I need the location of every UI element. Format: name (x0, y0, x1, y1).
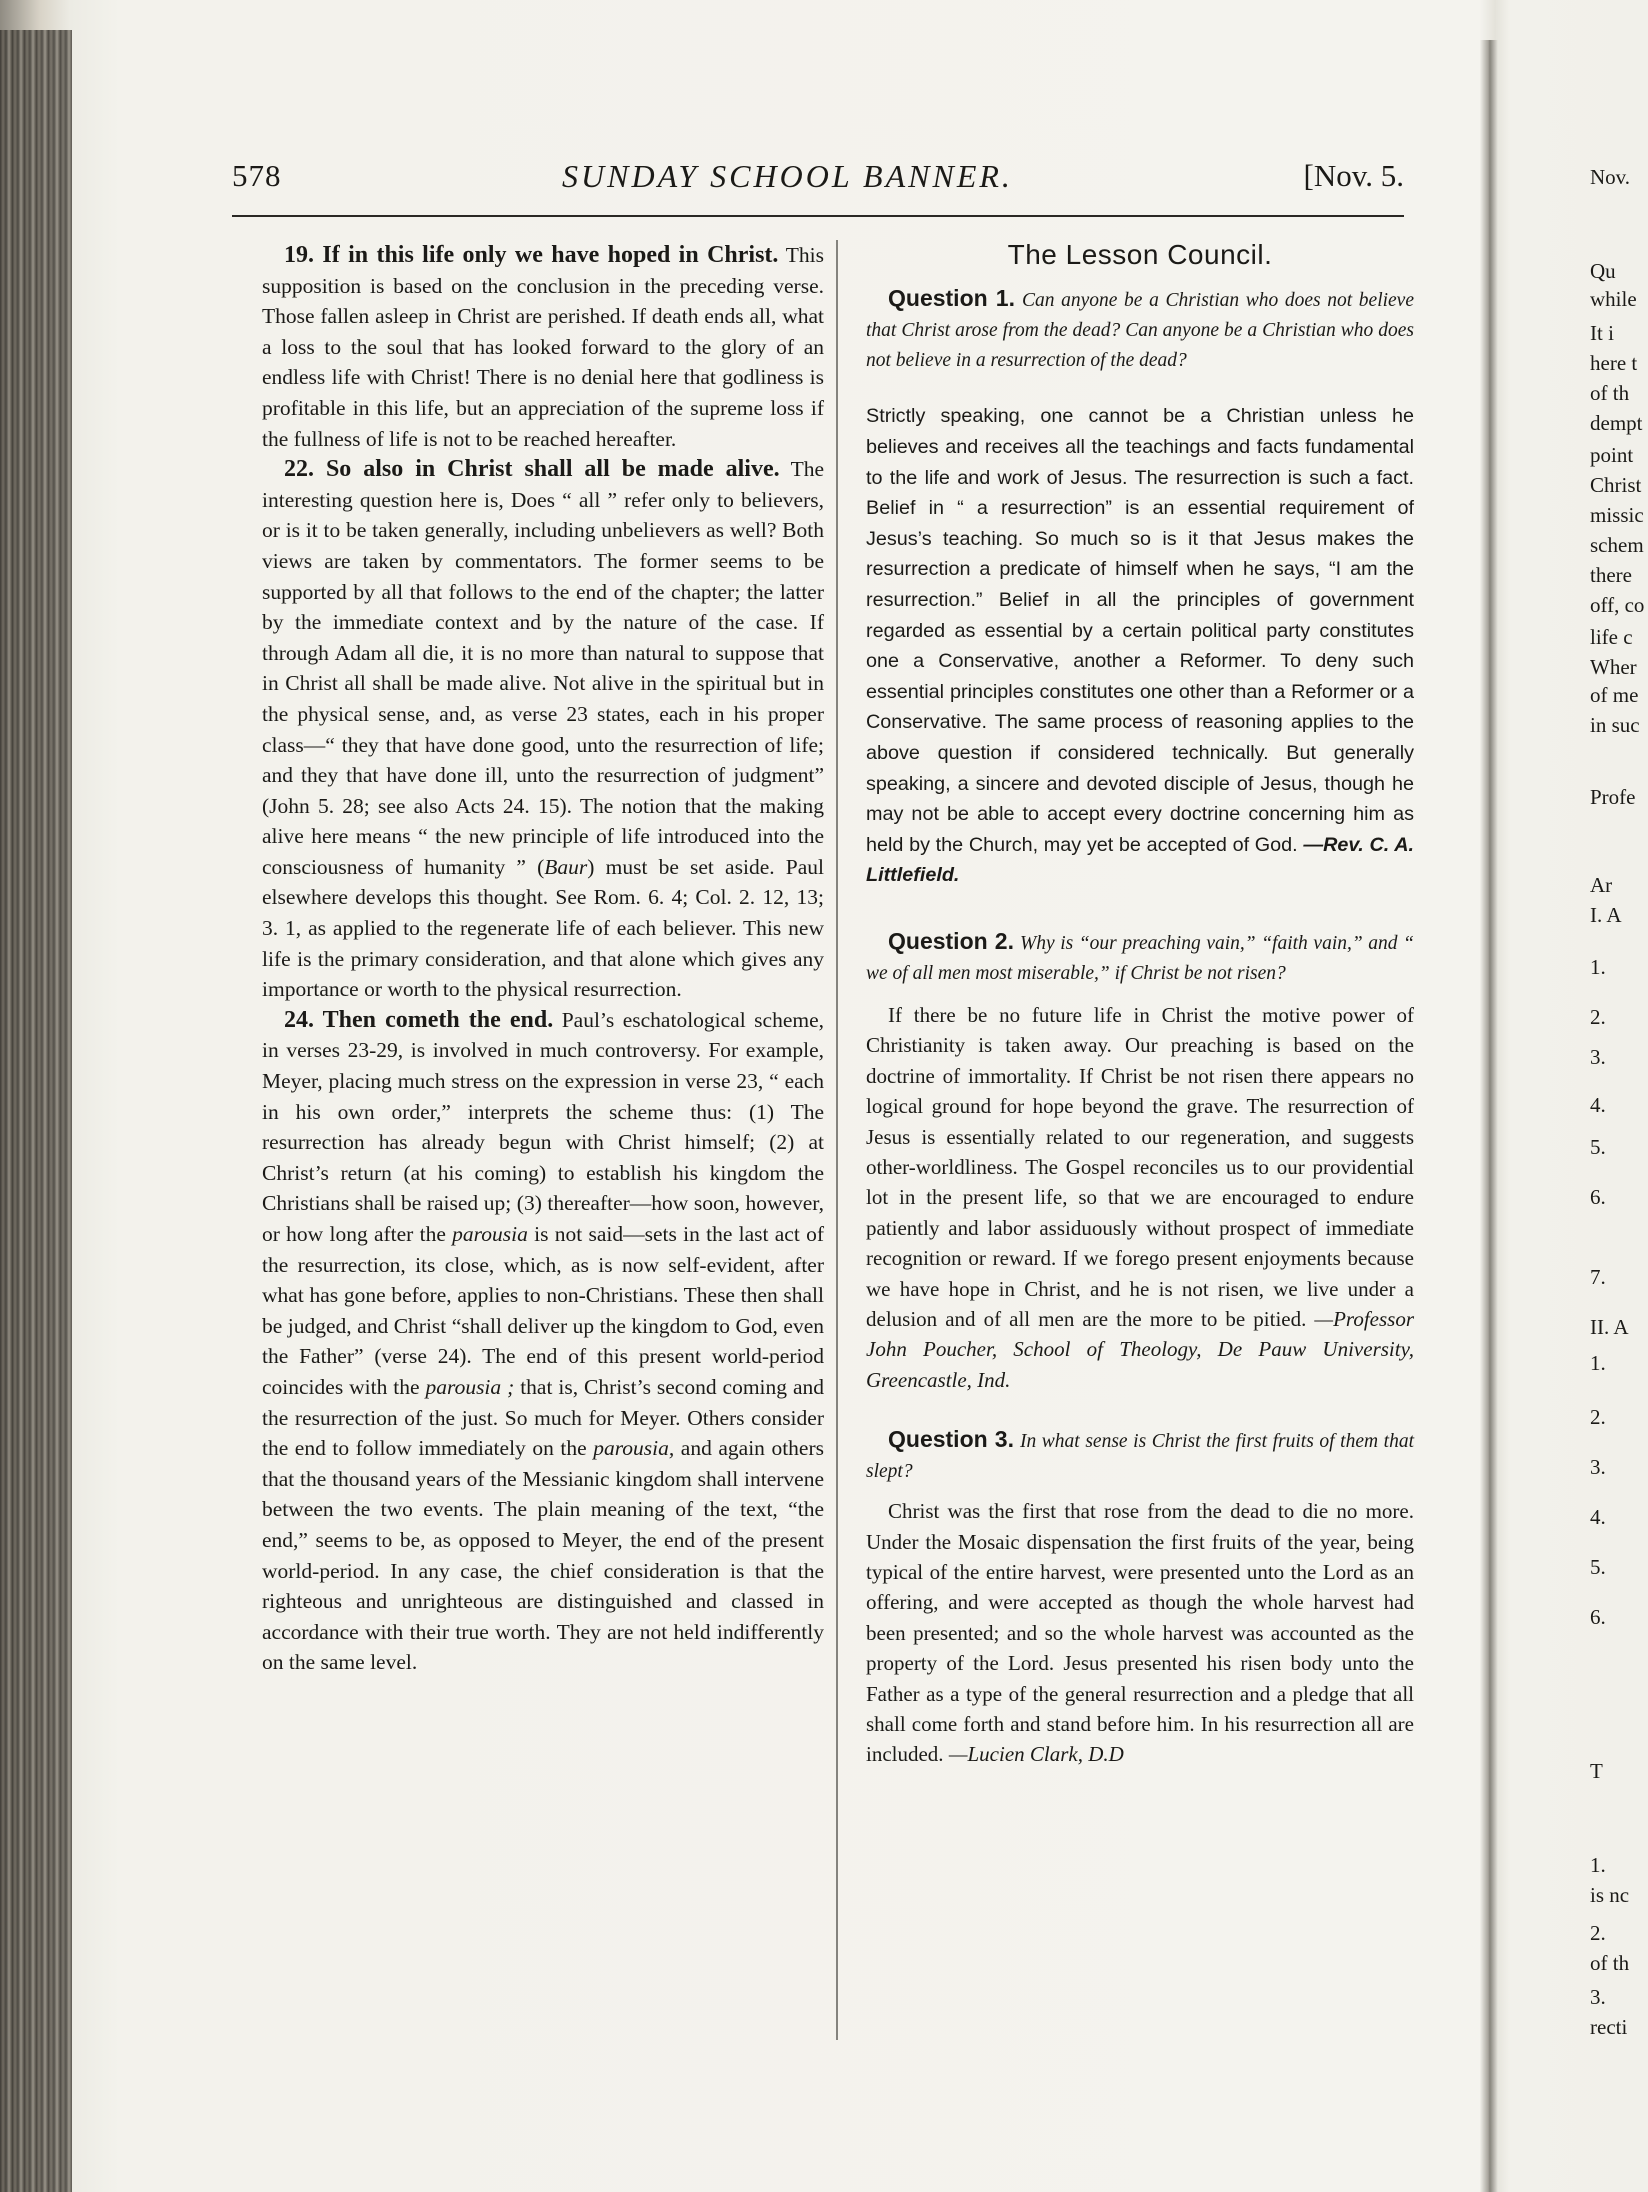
verse-24-heading: 24. Then cometh the end. (284, 1006, 554, 1033)
header-rule (232, 215, 1404, 217)
facing-page-fragment: 3. (1590, 1455, 1606, 1479)
answer-2-text: If there be no future life in Christ the motive power of Christianity is taken away. Our preaching is based on the doctrine of immortality. If Christ be not risen there appears no logical ground for hope beyond the grave. The resurrection of Jesus is essentially related to our regeneration, and suggests other-worldliness. The Gospel reconciles us to our providential lot in the present life, so that we are encouraged to endure patiently and labor assiduously without prospect of immediate recognition or reward. If we forego present enjoyments because we have hope in Christ, and he is not risen, we live under a delusion and of all men are the more to be pitied. (866, 1002, 1414, 1331)
parousia-term: parousia, (593, 1436, 675, 1461)
facing-page-fragment: Christ (1590, 473, 1642, 497)
facing-page-fragment: recti (1590, 2015, 1628, 2039)
verse-24-text-3: that is, Christ’s second coming and the resurrection of the just. So much for Meyer. Others consider the end to follow immediately on the (262, 1374, 824, 1461)
baur-citation: Baur (544, 854, 588, 879)
verse-24-text-4: and again others that the thousand years of the Messianic kingdom shall intervene between the two events. The plain meaning of the text, “the end,” seems to be, as opposed to Meyer, the end of the present world-period. In any case, the chief consideration is that the righteous and unrighteous are distinguished and classed in accordance with their true worth. They are not held indifferently on the same level. (262, 1436, 824, 1675)
facing-page-fragment: of th (1590, 1951, 1630, 1975)
facing-page-fragment: Nov. (1590, 165, 1631, 189)
facing-page-fragment: 1. (1590, 955, 1606, 979)
question-1-text: Can anyone be a Christian who does not believe that Christ arose from the dead? Can anyone be a Christian who does not believe in a resurrection of the dead? (866, 290, 1414, 372)
question-3 (866, 1425, 1414, 1486)
verse-22-text-1: The interesting question here is, Does “ all ” refer only to believers, or is it to be taken generally, including unbelievers as well? Both views are taken by commentators. The former seems to be supported by all that follows to the end of the chapter; the latter by the immediate context and by the nature of the case. If through Adam all die, it is no more than natural to suppose that in Christ all shall be made alive. Not alive in the spiritual but in the physical sense, and, as verse 23 states, each in his proper class—“ they that have done good, unto the resurrection of life; and they that have done ill, unto the resurrection of judgment” (John 5. 28; see also Acts 24. 15). The notion that the making alive here means “ the new principle of life introduced into the consciousness of humanity ” ( (262, 457, 824, 879)
verse-22-heading: 22. So also in Christ shall all be made alive. (284, 456, 780, 483)
verse-19-text: This supposition is based on the conclusion in the preceding verse. Those fallen asleep in Christ are perished. If death ends all, what a loss to the soul that has looked forward to the glory of an endless life with Christ! There is no denial here that godliness is profitable in this life, but an appreciation of the supreme loss if the fullness of life is not to be reached hereafter. (262, 243, 824, 451)
facing-page-fragment: I. A (1590, 903, 1622, 927)
facing-page-fragment: is nc (1590, 1883, 1630, 1907)
facing-page-fragment: while (1590, 287, 1637, 311)
answer-3-signature: —Lucien Clark, D.D (948, 1742, 1124, 1767)
verse-24-note (262, 1005, 824, 1678)
facing-page-fragment: Profe (1590, 785, 1636, 809)
facing-page-fragment: II. A (1590, 1315, 1629, 1339)
question-3-label: Question 3. (888, 1426, 1014, 1453)
running-head (232, 158, 1404, 198)
facing-page-fragment: 2. (1590, 1405, 1606, 1429)
facing-page-fragment: in suc (1590, 713, 1640, 737)
facing-page-fragment: here t (1590, 351, 1638, 375)
facing-page-fragment: missic (1590, 503, 1644, 527)
facing-page-fragment: there (1590, 563, 1632, 587)
question-1-label: Question 1. (888, 285, 1015, 312)
left-column (262, 240, 824, 1678)
facing-page-fragment: of th (1590, 381, 1630, 405)
facing-page-fragment: 6. (1590, 1605, 1606, 1629)
facing-page-fragment: Ar (1590, 873, 1613, 897)
facing-page-fragment: of me (1590, 683, 1639, 707)
answer-1 (866, 401, 1414, 891)
facing-page-fragment: schem (1590, 533, 1644, 557)
facing-page-fragment: 2. (1590, 1921, 1606, 1945)
verse-19-note (262, 240, 824, 454)
facing-page-fragment: 3. (1590, 1045, 1606, 1069)
question-2-text: Why is “our preaching vain,” “faith vain,” and “ we of all men most miserable,” if Christ be not risen? (866, 932, 1415, 984)
verse-24-text-1: Paul’s eschatological scheme, in verses 23-29, is involved in much controversy. For example, Meyer, placing much stress on the expression in verse 23, “ each in his own order,” interprets the scheme thus: (1) The resurrection has already begun with Christ himself; (2) at Christ’s return (at his coming) to establish his kingdom the Christians shall be raised up; (3) thereafter—how soon, however, or how long after the (262, 1007, 824, 1246)
facing-page-fragment: 1. (1590, 1351, 1606, 1375)
question-1 (866, 284, 1414, 375)
section-title: The Lesson Council. (1007, 239, 1273, 270)
running-title: SUNDAY SCHOOL BANNER. (562, 158, 1013, 194)
facing-page-fragment: point (1590, 443, 1634, 467)
next-page-edge (1580, 150, 1648, 2150)
answer-2-signature: —Professor John Poucher, School of Theology, De Pauw University, Greencastle, Ind. (866, 1306, 1414, 1392)
facing-page-fragment: dempt (1590, 411, 1643, 435)
facing-page-fragment: 5. (1590, 1135, 1606, 1159)
facing-page-fragment: 5. (1590, 1555, 1606, 1579)
parousia-term: parousia ; (425, 1374, 515, 1399)
verse-22-text-2: ) must be set aside. Paul elsewhere develops this thought. See Rom. 6. 4; Col. 2. 12, 13; 3. 1, as applied to the regenerate life of each believer. This new life is the primary consideration, and that alone which gives any importance or worth to the physical resurrection. (262, 854, 824, 1002)
book-spine (0, 30, 72, 2192)
question-2-label: Question 2. (888, 927, 1014, 954)
answer-2 (866, 1000, 1414, 1395)
question-2 (866, 927, 1414, 988)
facing-page-fragment: 4. (1590, 1505, 1606, 1529)
answer-3 (866, 1496, 1414, 1770)
facing-page-fragment: It i (1590, 321, 1614, 345)
facing-page-fragment: 6. (1590, 1185, 1606, 1209)
answer-3-text: Christ was the first that rose from the dead to die no more. Under the Mosaic dispensation the first fruits of the year, being typical of the entire harvest, were presented unto the Lord as an offering, and were accepted as though the whole harvest had been presented; and so the whole harvest was accounted as the property of the Lord. Jesus presented his risen body unto the Father as a type of the general resurrection and a pledge that all shall come forth and stand before him. In his resurrection all are included. (866, 1499, 1414, 1767)
facing-page-fragment: 4. (1590, 1093, 1606, 1117)
question-3-text: In what sense is Christ the first fruits of them that slept? (866, 1431, 1414, 1483)
verse-19-heading: 19. If in this life only we have hoped in Christ. (284, 242, 779, 268)
facing-page-fragment: off, co (1590, 593, 1645, 617)
facing-page-fragment: 7. (1590, 1265, 1606, 1289)
verse-22-note (262, 454, 824, 1005)
column-rule (836, 240, 838, 2040)
issue-date: [Nov. 5. (1303, 158, 1404, 193)
facing-page-fragment: 2. (1590, 1005, 1606, 1029)
right-column (866, 240, 1414, 1770)
facing-page-fragment: 3. (1590, 1985, 1606, 2009)
verse-24-text-2: is not said—sets in the last act of the resurrection, its close, which, as is now self-evident, after what has gone before, applies to non-Christians. These then shall be judged, and Christ “shall deliver up the kingdom to God, even the Father” (verse 24). The end of this present world-period coincides with the (262, 1222, 824, 1399)
facing-page-fragment: Qu (1590, 259, 1616, 283)
facing-page-fragment: Wher (1590, 655, 1637, 679)
facing-page-fragment: 1. (1590, 1853, 1606, 1877)
facing-page-fragment: T (1590, 1759, 1603, 1783)
page-gutter (1480, 40, 1498, 2192)
page-number: 578 (232, 158, 282, 193)
answer-1-text: Strictly speaking, one cannot be a Christian unless he believes and receives all the teachings and facts fundamental to the life and work of Jesus. The resurrection is such a fact. Belief in “ a resurrection” is an essential requirement of Jesus’s teaching. So much so is it that Jesus makes the resurrection a predicate of himself when he says, “I am the resurrection.” Belief in all the principles of government regarded as essential by a certain political party constitutes one a Conservative, another a Reformer. To deny such essential principles constitutes one other than a Reformer or a Conservative. The same process of reasoning applies to the above question if considered technically. But generally speaking, a sincere and devoted disciple of Jesus, though he may not be able to accept every doctrine concerning him as held by the Church, may yet be accepted of God. (866, 405, 1414, 856)
answer-1-signature: —Rev. C. A. Littlefield. (866, 833, 1414, 887)
facing-page-fragment: life c (1590, 625, 1633, 649)
parousia-term: parousia (452, 1222, 528, 1246)
